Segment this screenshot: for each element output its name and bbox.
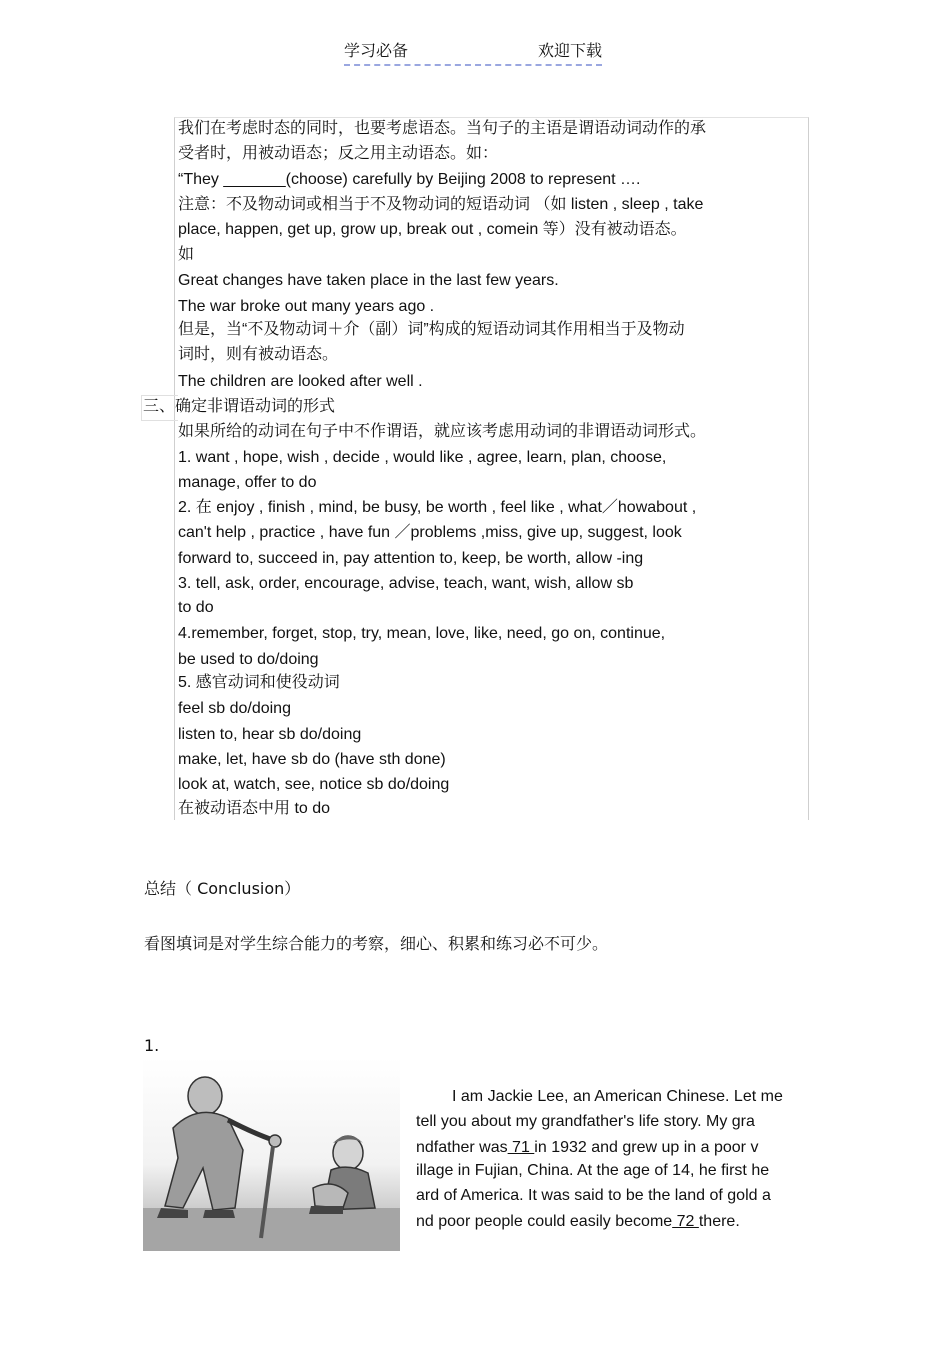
story-text: ndfather was [416,1139,508,1156]
text-line: feel sb do/doing [178,700,291,717]
story-text: in 1932 and grew up in a poor v [534,1139,759,1156]
text-line: 在被动语态中用 to do [178,800,331,817]
text-line: to do [178,599,214,616]
text-line: 我们在考虑时态的同时，也要考虑语态。当句子的主语是谓语动词动作的承 [178,120,707,137]
text-line: 5. 感官动词和使役动词 [178,674,340,691]
text-line: 词时，则有被动语态。 [178,346,339,363]
story-line: illage in Fujian, China. At the age of 14, he first he [416,1162,770,1179]
text-line: can't help , practice , have fun ／problems ,miss, give up, suggest, look [178,524,682,541]
text-line: place, happen, get up, grow up, break out , comein 等）没有被动语态。 [178,221,687,238]
story-line: ard of America. It was said to be the land of gold a [416,1187,771,1204]
text-line: 如 [178,246,195,263]
conclusion-text: 看图填词是对学生综合能力的考察，细心、积累和练习必不可少。 [144,934,609,953]
conclusion-title: 总结（ Conclusion） [144,879,301,898]
text-line: 3. tell, ask, order, encourage, advise, teach, want, wish, allow sb [178,575,634,592]
text-line: 受者时，用被动语态；反之用主动语态。如： [178,145,499,162]
text-line: 如果所给的动词在句子中不作谓语，就应该考虑用动词的非谓语动词形式。 [178,423,707,440]
grandfather-child-illustration [143,1058,400,1251]
text-line: Great changes have taken place in the last few years. [178,272,559,289]
header-right: 欢迎下载 [537,41,602,60]
story-text: there. [698,1213,740,1230]
text-line: The children are looked after well . [178,373,423,390]
text-line: 注意：不及物动词或相当于不及物动词的短语动词 （如 listen , sleep , take [178,196,704,213]
page-header [344,40,602,66]
text-line: 4.remember, forget, stop, try, mean, love, like, need, go on, continue, [178,625,666,642]
text-line: look at, watch, see, notice sb do/doing [178,776,450,793]
exercise-number: 1. [144,1036,160,1055]
text-line: make, let, have sb do (have sth done) [178,751,446,768]
header-left: 学习必备 [344,41,409,60]
section-heading: 三、确定非谓语动词的形式 [143,396,336,415]
text-line: The war broke out many years ago . [178,298,435,315]
story-text: nd poor people could easily become [416,1213,673,1230]
story-line [416,1135,826,1160]
blank-72: 72 [672,1213,699,1230]
text-line: 但是，当“不及物动词＋介（副）词”构成的短语动词其作用相当于及物动 [178,321,685,338]
text-line: be used to do/doing [178,651,319,668]
text-line: “They _______(choose) carefully by Beijing 2008 to represent …. [178,171,641,188]
text-line: listen to, hear sb do/doing [178,726,362,743]
text-line: forward to, succeed in, pay attention to, keep, be worth, allow -ing [178,550,644,567]
story-line: tell you about my grandfather's life story. My gra [416,1113,755,1130]
story-line: I am Jackie Lee, an American Chinese. Let me [452,1088,783,1105]
text-line: 1. want , hope, wish , decide , would like , agree, learn, plan, choose, [178,449,667,466]
story-line [416,1209,826,1234]
blank-71: 71 [507,1139,535,1156]
text-line: 2. 在 enjoy , finish , mind, be busy, be worth , feel like , what／howabout , [178,499,697,516]
text-line: manage, offer to do [178,474,317,491]
